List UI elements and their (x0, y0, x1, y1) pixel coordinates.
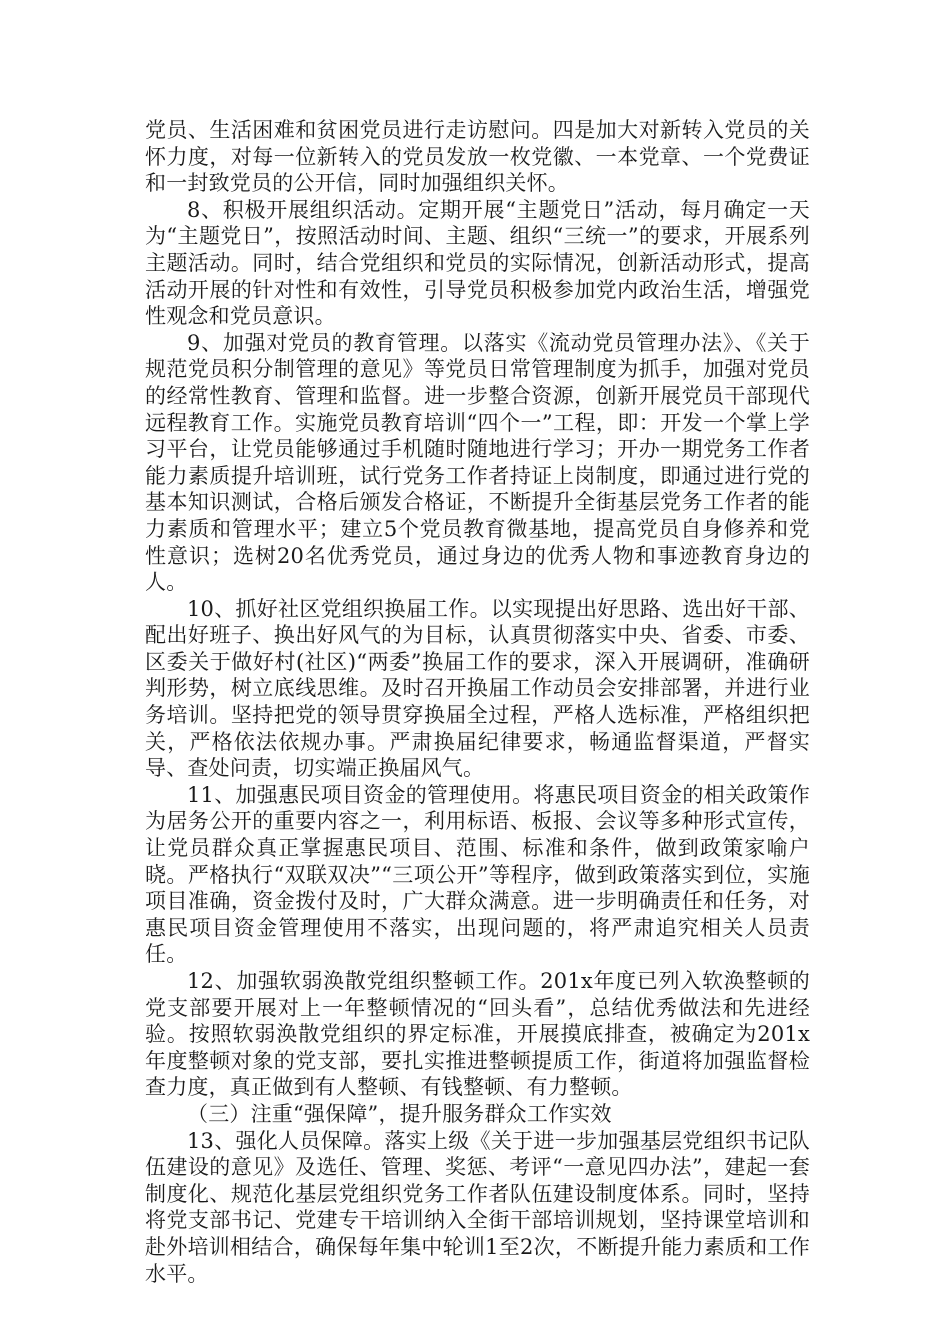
paragraph-item-13: 13、强化人员保障。落实上级《关于进一步加强基层党组织书记队伍建设的意见》及选任、管理、奖惩、考评“一意见四办法”，建起一套制度化、规范化基层党组织党务工作者队伍建设制度体系。同时，坚持将党支部书记、党建专干培训纳入全街干部培训规划，坚持课堂培训和赴外培训相结合，确保每年集中轮训1至2次，不断提升能力素质和工作水平。 (145, 1128, 810, 1286)
paragraph-item-10: 10、抓好社区党组织换届工作。以实现提出好思路、选出好干部、配出好班子、换出好风气的为目标，认真贯彻落实中央、省委、市委、区委关于做好村(社区)“两委”换届工作的要求，深入开展调研，准确研判形势，树立底线思维。及时召开换届工作动员会安排部署，并进行业务培训。坚持把党的领导贯穿换届全过程，严格人选标准，严格组织把关，严格依法依规办事。严肃换届纪律要求，畅通监督渠道，严督实导、查处问责，切实端正换届风气。 (145, 596, 810, 781)
paragraph-item-12: 12、加强软弱涣散党组织整顿工作。201x年度已列入软涣整顿的党支部要开展对上一年整顿情况的“回头看”，总结优秀做法和先进经验。按照软弱涣散党组织的界定标准，开展摸底排查，被确定为201x年度整顿对象的党支部，要扎实推进整顿提质工作，街道将加强监督检查力度，真正做到有人整顿、有钱整顿、有力整顿。 (145, 969, 810, 1100)
paragraph-item-9: 9、加强对党员的教育管理。以落实《流动党员管理办法》、《关于规范党员积分制管理的意见》等党员日常管理制度为抓手，加强对党员的经常性教育、管理和监督。进一步整合资源，创新开展党员干部现代远程教育工作。实施党员教育培训“四个一”工程，即：开发一个掌上学习平台，让党员能够通过手机随时随地进行学习；开办一期党务工作者能力素质提升培训班，试行党务工作者持证上岗制度，即通过进行党的基本知识测试，合格后颁发合格证，不断提升全街基层党务工作者的能力素质和管理水平；建立5个党员教育微基地，提高党员自身修养和党性意识；选树20名优秀党员，通过身边的优秀人物和事迹教育身边的人。 (145, 330, 810, 595)
paragraph-item-8: 8、积极开展组织活动。定期开展“主题党日”活动，每月确定一天为“主题党日”，按照活动时间、主题、组织“三统一”的要求，开展系列主题活动。同时，结合党组织和党员的实际情况，创新活动形式，提高活动开展的针对性和有效性，引导党员积极参加党内政治生活，增强党性观念和党员意识。 (145, 197, 810, 329)
section-heading-3: （三）注重“强保障”，提升服务群众工作实效 (187, 1101, 612, 1126)
document-body (145, 117, 810, 1287)
paragraph-item-11: 11、加强惠民项目资金的管理使用。将惠民项目资金的相关政策作为居务公开的重要内容之一，利用标语、板报、会议等多种形式宣传，让党员群众真正掌握惠民项目、范围、标准和条件，做到政策家喻户晓。严格执行“双联双决”“三项公开”等程序，做到政策落实到位，实施项目准确，资金拨付及时，广大群众满意。进一步明确责任和任务，对惠民项目资金管理使用不落实，出现问题的，将严肃追究相关人员责任。 (145, 782, 810, 967)
paragraph-continuation: 党员、生活困难和贫困党员进行走访慰问。四是加大对新转入党员的关怀力度，对每一位新转入的党员发放一枚党徽、一本党章、一个党费证和一封致党员的公开信，同时加强组织关怀。 (145, 118, 810, 196)
